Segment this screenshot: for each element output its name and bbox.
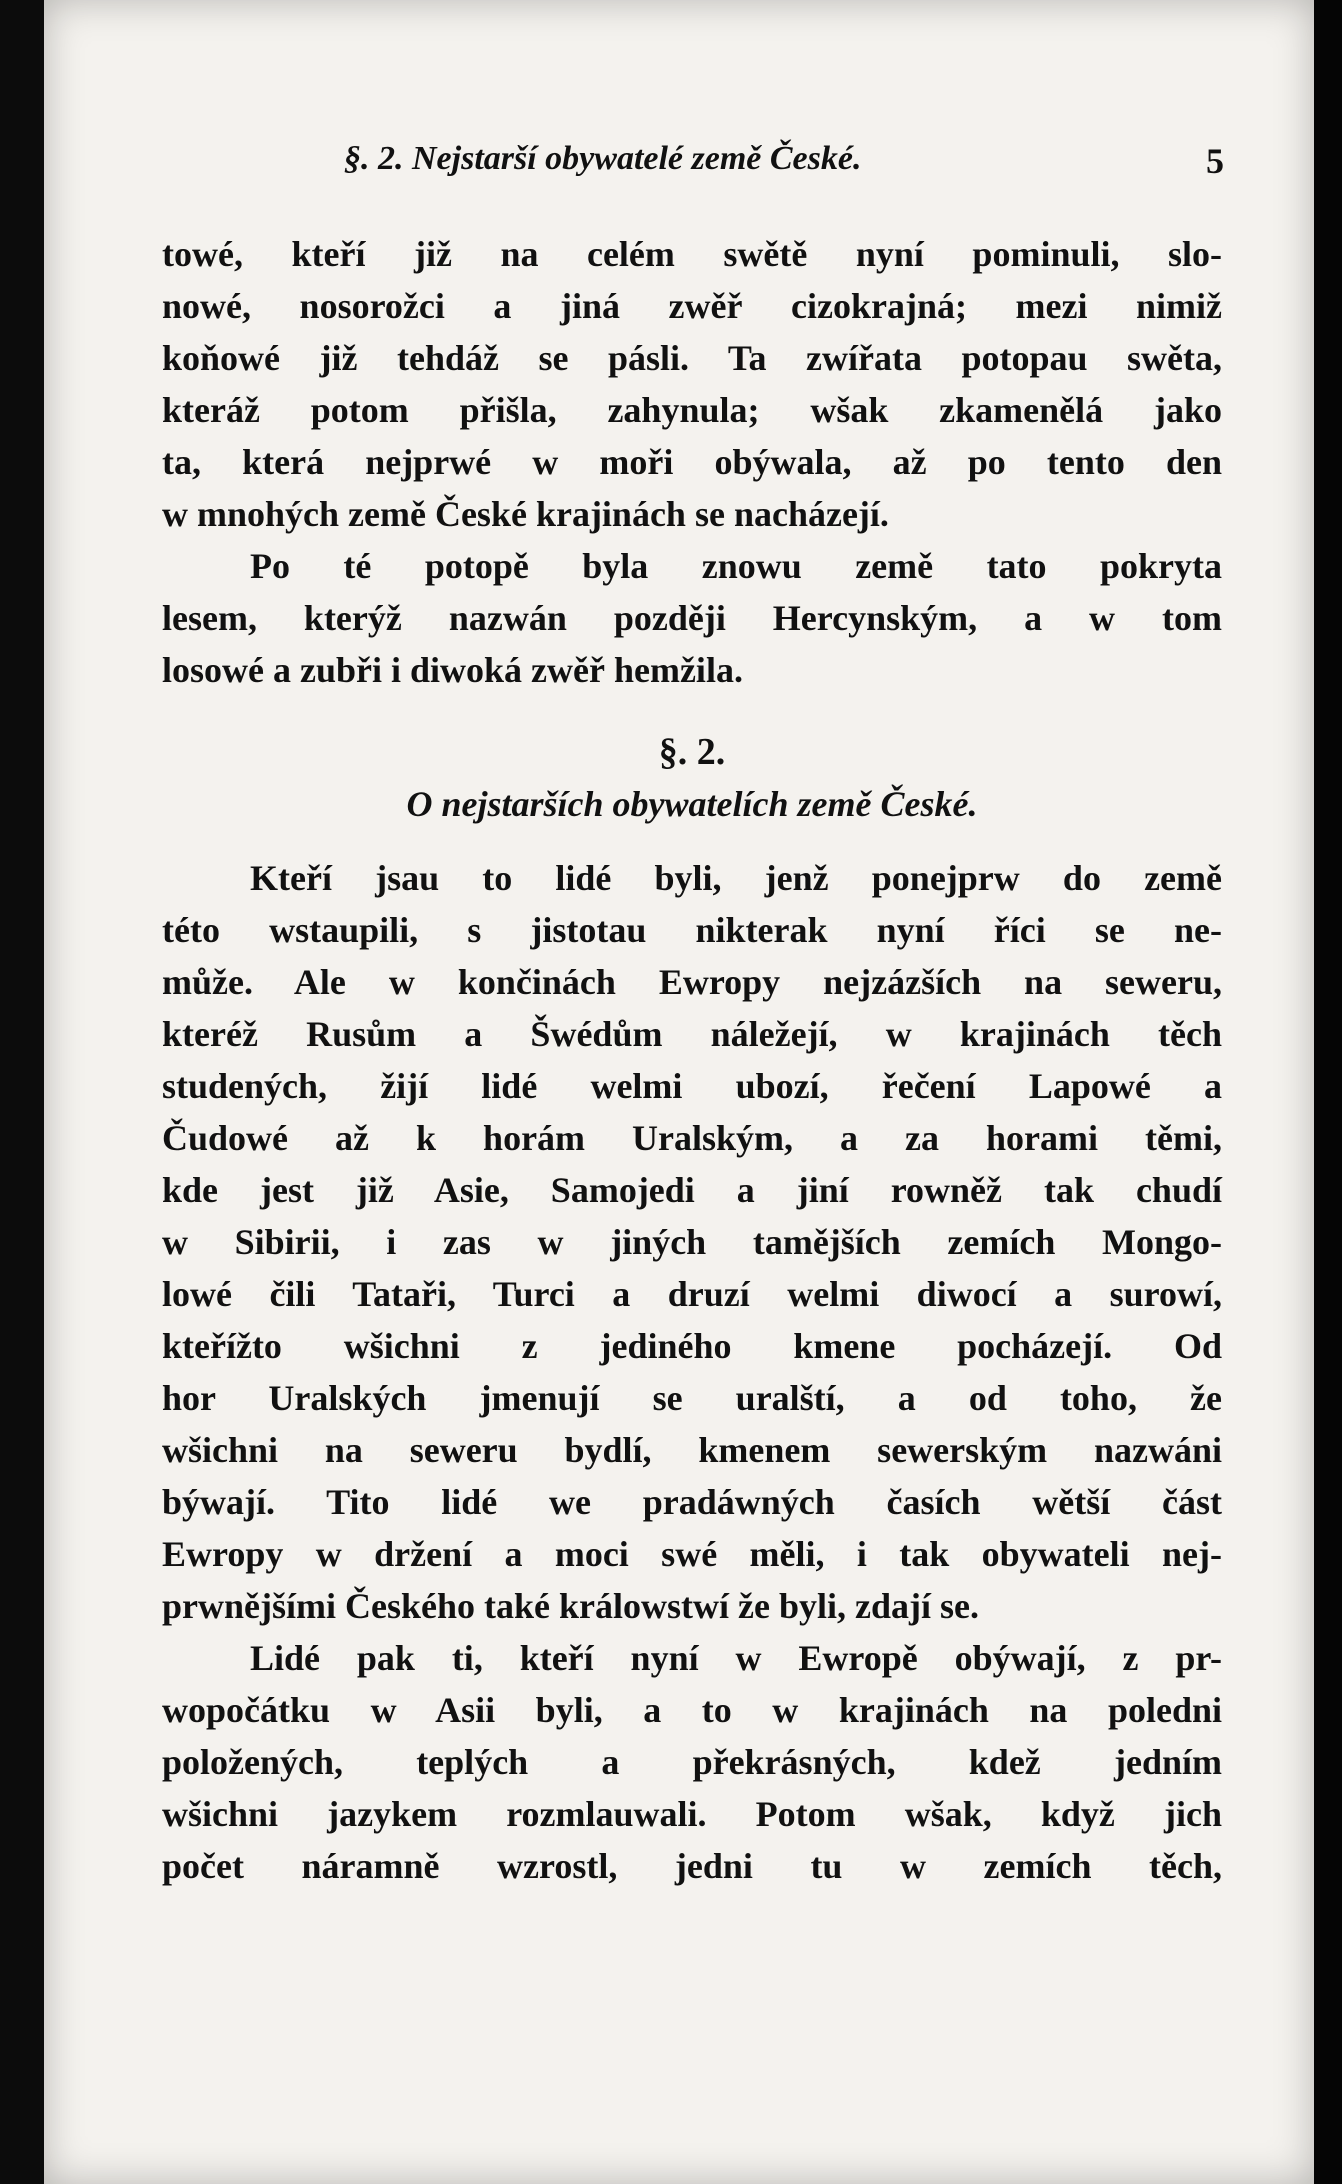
text-line: wopočátku w Asii byli, a to w krajinách na poledni — [162, 1690, 1222, 1730]
page-number: 5 — [1206, 141, 1224, 181]
text-line: Po té potopě byla znowu země tato pokryta — [250, 546, 1222, 586]
text-line: wšichni na seweru bydlí, kmenem sewerským nazwáni — [162, 1430, 1222, 1470]
text-line: hor Uralských jmenují se uralští, a od toho, že — [162, 1378, 1222, 1418]
body-text — [162, 228, 1222, 1892]
text-line: býwají. Tito lidé we pradáwných časích wětší část — [162, 1482, 1222, 1522]
text-line: lowé čili Tataři, Turci a druzí welmi diwocí a surowí, — [162, 1274, 1222, 1314]
text-line: Kteří jsau to lidé byli, jenž ponejprw do země — [250, 858, 1222, 898]
text-line: wšichni jazykem rozmlauwali. Potom wšak, když jich — [162, 1794, 1222, 1834]
text-line: Lidé pak ti, kteří nyní w Ewropě obýwají, z pr- — [250, 1638, 1222, 1678]
text-line: Čudowé až k horám Uralským, a za horami těmi, — [162, 1118, 1222, 1158]
text-line: této wstaupili, s jistotau nikterak nyní říci se ne- — [162, 910, 1222, 950]
text-line: počet náramně wzrostl, jedni tu w zemích těch, — [162, 1846, 1222, 1886]
text-line: towé, kteří již na celém swětě nyní pominuli, slo- — [162, 234, 1222, 274]
running-title: §. 2. Nejstarší obywatelé země České. — [344, 140, 862, 177]
paragraph-2 — [162, 540, 1222, 696]
paragraph-1 — [162, 228, 1222, 540]
paragraph-4 — [162, 1632, 1222, 1892]
section-number: §. 2. — [658, 731, 726, 773]
paragraph-3 — [162, 852, 1222, 1632]
text-line: ta, která nejprwé w moři obýwala, až po tento den — [162, 442, 1222, 482]
text-line: může. Ale w končinách Ewropy nejzázších na seweru, — [162, 962, 1222, 1002]
text-line: kde jest již Asie, Samojedi a jiní rowněž tak chudí — [162, 1170, 1222, 1210]
text-line: kteráž potom přišla, zahynula; wšak zkamenělá jako — [162, 390, 1222, 430]
text-line: nowé, nosorožci a jiná zwěř cizokrajná; mezi nimiž — [162, 286, 1222, 326]
text-line: prwnějšími Českého také králowstwí že byli, zdají se. — [162, 1586, 979, 1626]
running-head — [44, 140, 1314, 200]
text-line: položených, teplých a překrásných, kdež jedním — [162, 1742, 1222, 1782]
text-line: koňowé již tehdáž se pásli. Ta zwířata potopau swěta, — [162, 338, 1222, 378]
text-line: studených, žijí lidé welmi ubozí, řečení Lapowé a — [162, 1066, 1222, 1106]
book-page — [44, 0, 1314, 2184]
text-line: w Sibirii, i zas w jiných tamějších zemích Mongo- — [162, 1222, 1222, 1262]
text-line: losowé a zubři i diwoká zwěř hemžila. — [162, 650, 743, 690]
scan-border — [1314, 0, 1342, 2184]
text-line: lesem, kterýž nazwán později Hercynským, a w tom — [162, 598, 1222, 638]
text-line: w mnohých země České krajinách se nacházejí. — [162, 494, 889, 534]
text-line: Ewropy w držení a moci swé měli, i tak obywateli nej- — [162, 1534, 1222, 1574]
section-title: O nejstarších obywatelích země České. — [406, 784, 978, 824]
text-line: kteréž Rusům a Šwédům náležejí, w krajinách těch — [162, 1014, 1222, 1054]
text-line: kteřížto wšichni z jediného kmene pocházejí. Od — [162, 1326, 1222, 1366]
